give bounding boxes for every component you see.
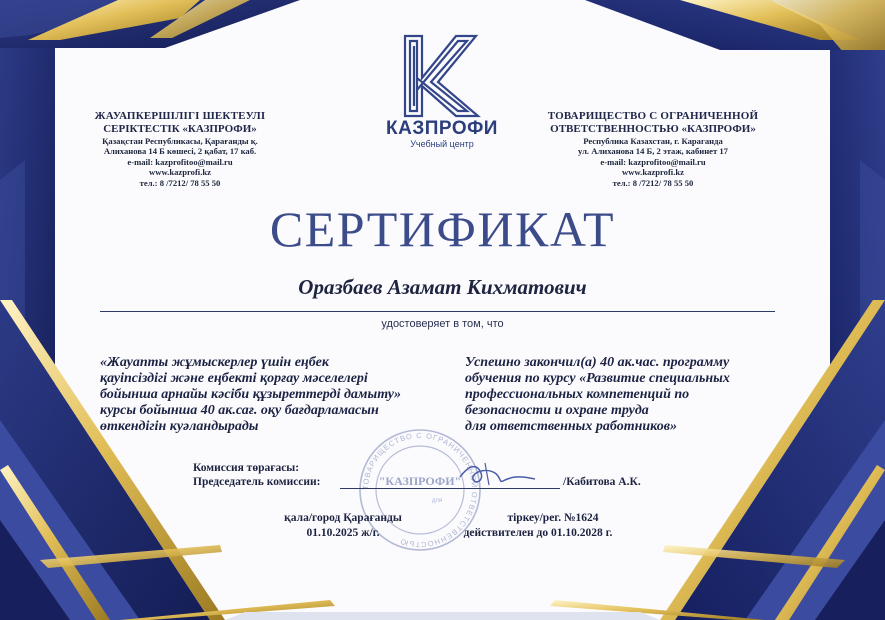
- org-ru-address-line1: Республика Казахстан, г. Караганда: [583, 136, 723, 146]
- course-ru-line: безопасности и охране труда: [465, 403, 649, 418]
- org-ru-website: www.kazprofi.kz: [622, 167, 684, 178]
- org-kz-title-line1: ЖАУАПКЕРШІЛІГІ ШЕКТЕУЛІ: [94, 110, 266, 122]
- stamp-ring-text: ТОВАРИЩЕСТВО С ОГРАНИЧЕННОЙ ОТВЕТСТВЕННОСТЬЮ: [360, 430, 480, 550]
- stamp-sub-text: для: [431, 498, 443, 504]
- org-kz-address-line2: Алиханова 14 Б көшесі, 2 қабат, 17 каб.: [103, 146, 257, 157]
- org-kz-address-line1: Қазақстан Республикасы, Қарағанды қ.: [102, 136, 258, 146]
- course-description-kz: [100, 355, 440, 435]
- course-kz-line: курсы бойынша 40 ак.сағ. оқу бағдарламасын: [100, 403, 379, 418]
- org-ru-phone: тел.: 8 /7212/ 78 55 50: [612, 177, 694, 188]
- org-kz-email: e-mail: kazprofitoo@mail.ru: [127, 156, 233, 167]
- recipient-underline: [100, 311, 775, 312]
- issue-city: қала/город Қарағанды: [284, 512, 402, 524]
- certifies-text: удостоверяет в том, что: [381, 318, 504, 330]
- org-kz-website: www.kazprofi.kz: [149, 167, 211, 178]
- commission-chair-label-ru: Председатель комиссии:: [193, 476, 321, 488]
- recipient-name: Оразбаев Азамат Кихматович: [298, 275, 587, 299]
- org-ru-address-line2: ул. Алиханова 14 Б, 2 этаж, кабинет 17: [578, 146, 728, 157]
- signature-line: [340, 488, 560, 489]
- course-kz-line: қауіпсіздігі және еңбекті қорғау мәселелері: [100, 371, 368, 386]
- org-block-kz: [60, 110, 300, 188]
- signature-scribble-icon: [455, 455, 545, 495]
- course-kz-line: бойынша арнайы кәсіби құзыреттерді дамыту»: [100, 387, 401, 402]
- org-kz-title-line2: СЕРІКТЕСТІК «КАЗПРОФИ»: [103, 122, 257, 135]
- stamp-center-text: "КАЗПРОФИ": [378, 474, 462, 488]
- course-description-ru: [465, 355, 785, 435]
- certificate-title: СЕРТИФИКАТ: [269, 201, 616, 257]
- course-ru-line: профессиональных компетенций по: [465, 387, 690, 402]
- org-kz-phone: тел.: 8 /7212/ 78 55 50: [139, 177, 221, 188]
- brand-name: КАЗПРОФИ: [386, 118, 498, 139]
- course-ru-line: обучения по курсу «Развитие специальных: [465, 371, 730, 386]
- course-kz-line: өткендігін куәландырады: [100, 419, 259, 434]
- commission-chair-label-kz: Комиссия төрағасы:: [193, 462, 300, 474]
- brand-subtitle: Учебный центр: [410, 139, 474, 149]
- issue-date: 01.10.2025 ж/г.: [306, 527, 380, 539]
- org-ru-title-line1: ТОВАРИЩЕСТВО С ОГРАНИЧЕННОЙ: [547, 110, 759, 122]
- org-ru-title-line2: ОТВЕТСТВЕННОСТЬЮ «КАЗПРОФИ»: [550, 122, 756, 135]
- signer-name: /Кабитова А.К.: [563, 476, 641, 488]
- valid-until: действителен до 01.10.2028 г.: [463, 527, 613, 539]
- registration-number: тіркеу/рег. №1624: [507, 512, 599, 524]
- org-ru-email: e-mail: kazprofitoo@mail.ru: [600, 156, 706, 167]
- course-kz-line: «Жауапты жұмыскерлер үшін еңбек: [100, 355, 329, 370]
- course-ru-line: Успешно закончил(а) 40 ак.час. программу: [465, 355, 730, 370]
- org-block-ru: [533, 110, 773, 188]
- course-ru-line: для ответственных работников»: [465, 419, 677, 434]
